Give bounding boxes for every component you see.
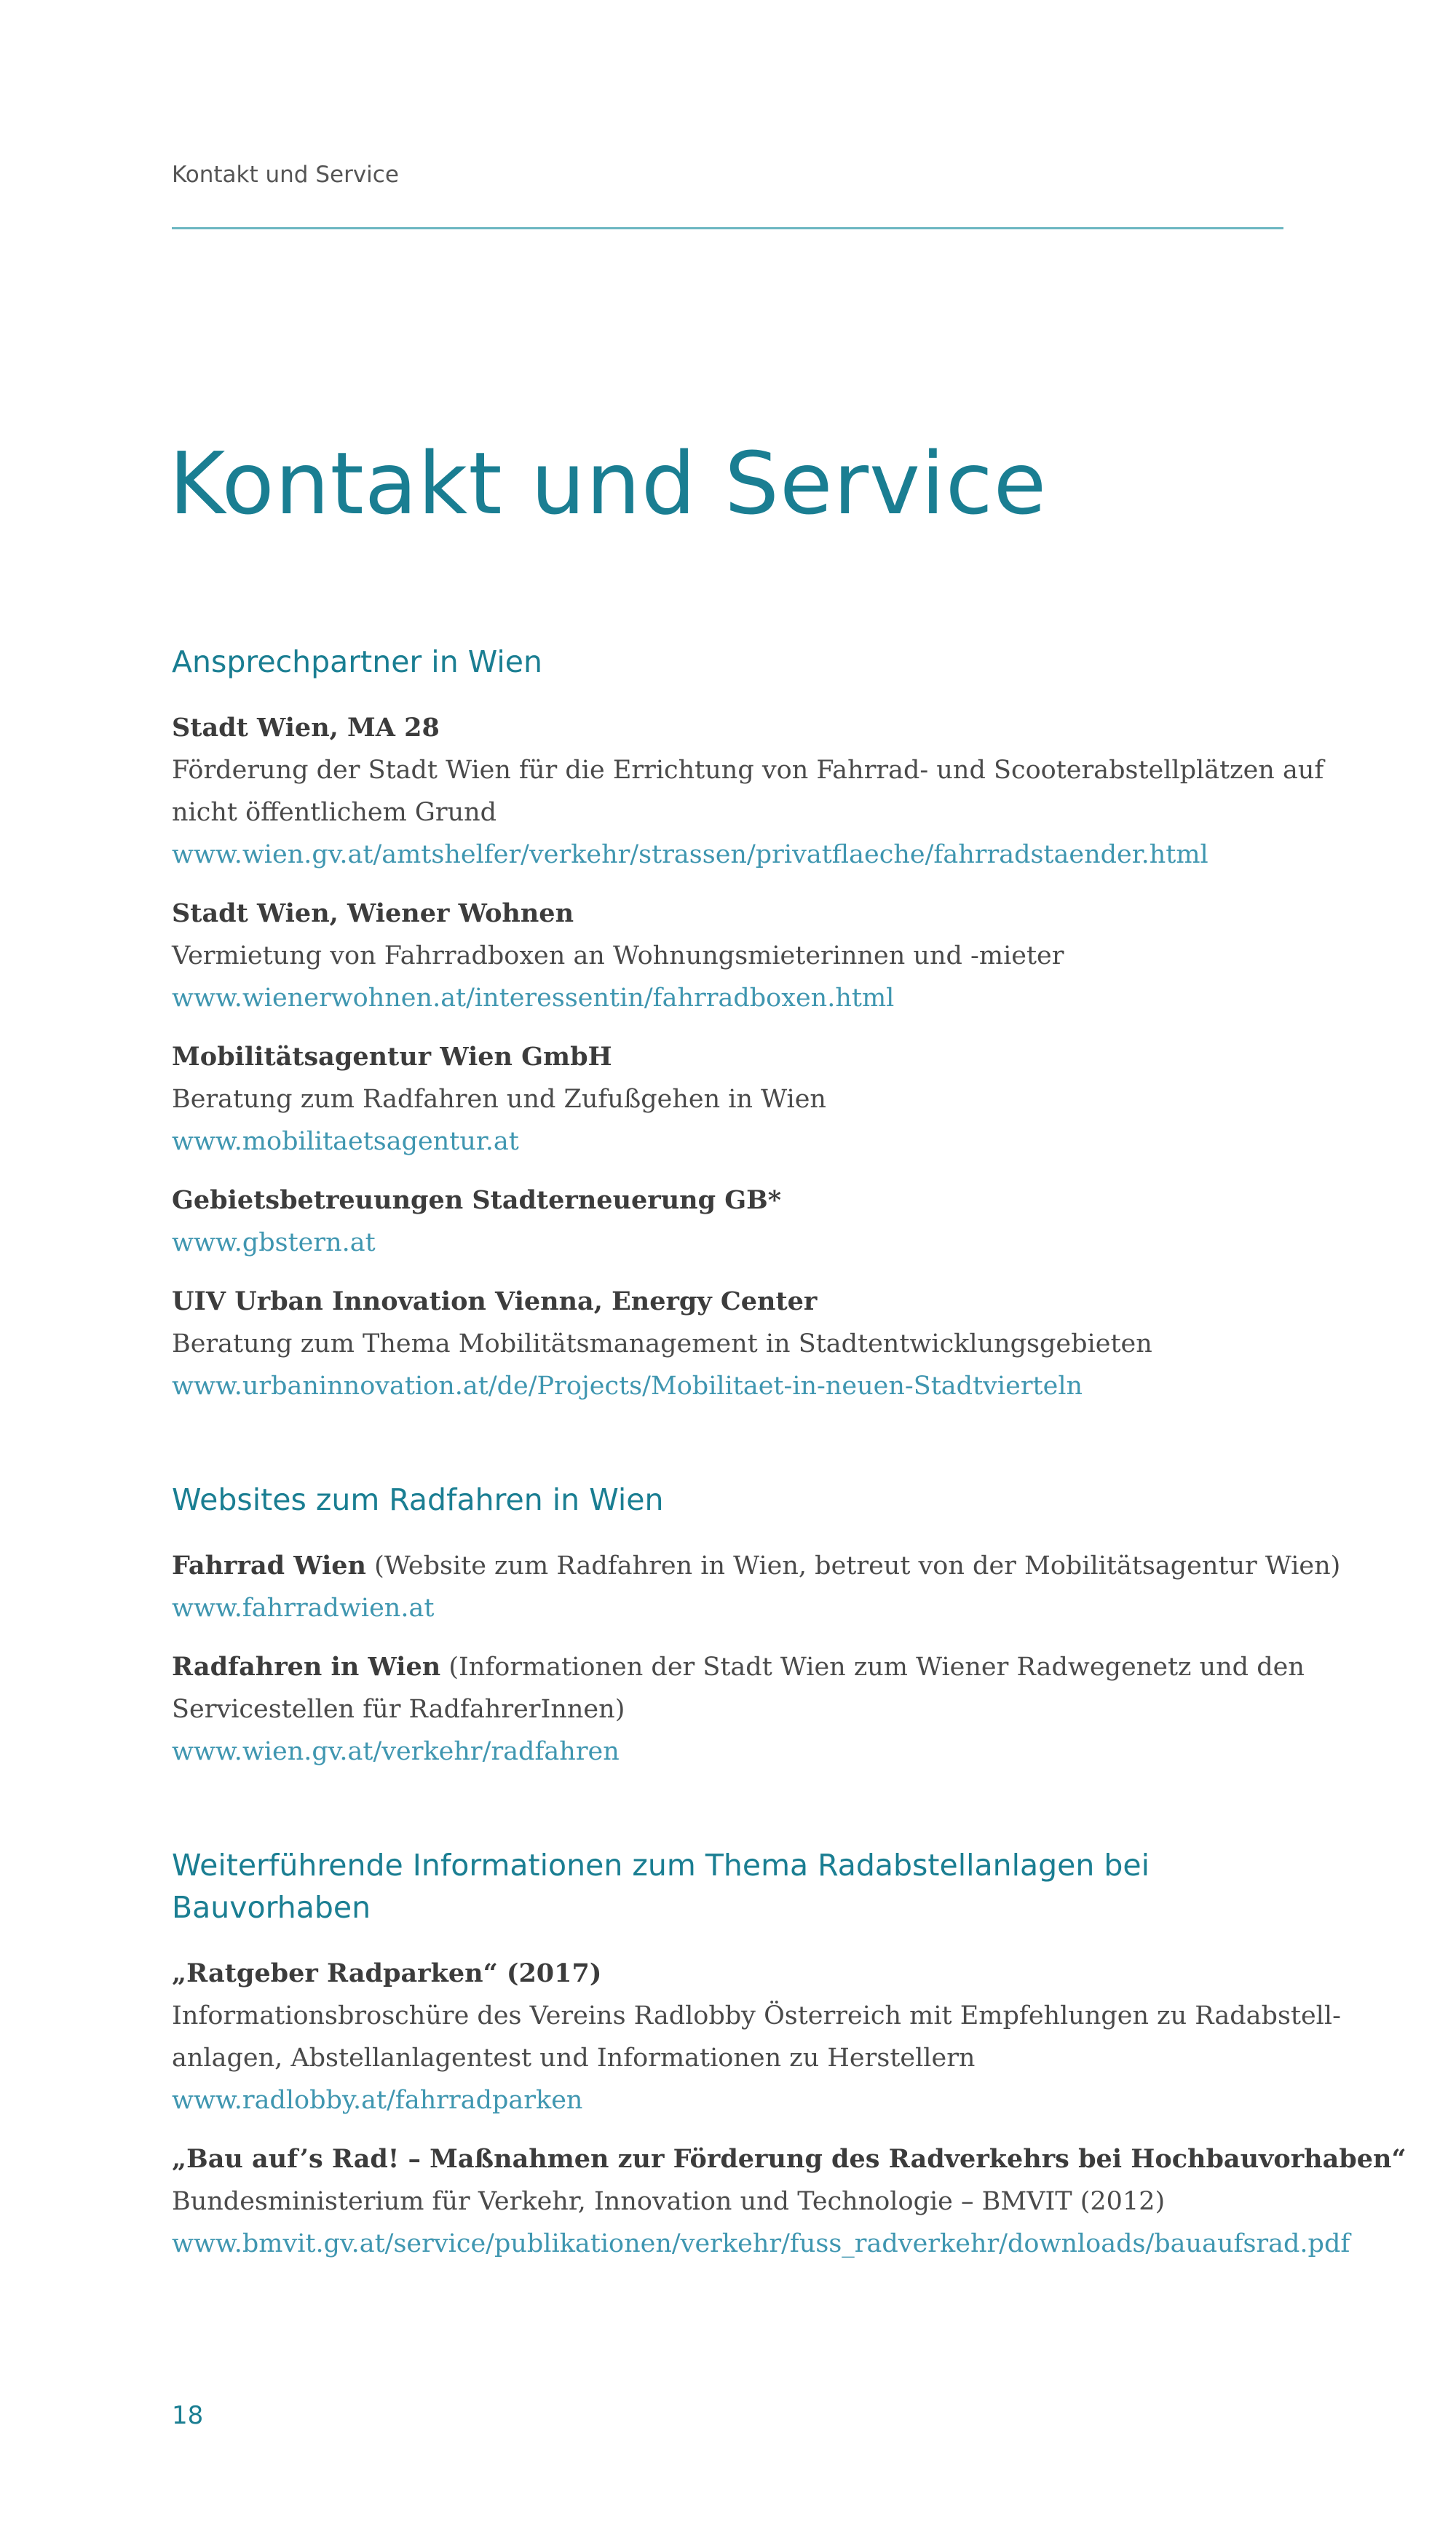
entry-link[interactable]: www.gbstern.at bbox=[172, 1228, 376, 1257]
section-heading-line: Bauvorhaben bbox=[172, 1890, 371, 1925]
entry-link[interactable]: www.mobilitaetsagentur.at bbox=[172, 1127, 519, 1156]
entry-link[interactable]: www.fahrradwien.at bbox=[172, 1594, 435, 1623]
entry-link[interactable]: www.wienerwohnen.at/interessentin/fahrradboxen.html bbox=[172, 984, 895, 1013]
entry-name: „Bau auf’s Rad! – Maßnahmen zur Förderung des Radverkehrs bei Hochbauvorhaben“ bbox=[172, 2144, 1406, 2174]
header-divider bbox=[172, 227, 1283, 229]
list-item bbox=[172, 1646, 1305, 1773]
section-heading-line: Weiterführende Informationen zum Thema Radabstellanlagen bei bbox=[172, 1848, 1150, 1883]
list-item bbox=[172, 707, 1324, 876]
section-heading: Ansprechpartner in Wien bbox=[172, 644, 542, 679]
main-content bbox=[172, 641, 1406, 2282]
entry-link[interactable]: www.wien.gv.at/verkehr/radfahren bbox=[172, 1737, 620, 1766]
section-websites bbox=[172, 1479, 1341, 1773]
entry-description: Förderung der Stadt Wien für die Errichtung von Fahrrad- und Scooterabstellplätzen auf bbox=[172, 756, 1324, 785]
list-item bbox=[172, 2138, 1406, 2265]
running-header: Kontakt und Service bbox=[172, 162, 399, 188]
page-title: Kontakt und Service bbox=[169, 433, 1048, 534]
entry-link[interactable]: www.bmvit.gv.at/service/publikationen/verkehr/fuss_radverkehr/downloads/bauaufsrad.pdf bbox=[172, 2229, 1350, 2258]
entry-name: Mobilitätsagentur Wien GmbH bbox=[172, 1042, 612, 1072]
section-contacts bbox=[172, 641, 1324, 1407]
list-item bbox=[172, 893, 1293, 1019]
list-item bbox=[172, 1545, 1341, 1629]
list-item bbox=[172, 1179, 1293, 1264]
entry-description: anlagen, Abstellanlagentest und Informationen zu Herstellern bbox=[172, 2044, 976, 2073]
entry-name: Radfahren in Wien bbox=[172, 1652, 441, 1682]
section-heading bbox=[172, 1844, 1293, 1929]
entry-note: (Informationen der Stadt Wien zum Wiener Radwegenetz und den bbox=[440, 1653, 1305, 1682]
entry-link[interactable]: www.radlobby.at/fahrradparken bbox=[172, 2086, 583, 2115]
entry-link[interactable]: www.wien.gv.at/amtshelfer/verkehr/strassen/privatflaeche/fahrradstaender.html bbox=[172, 840, 1208, 869]
entry-name: „Ratgeber Radparken“ (2017) bbox=[172, 1958, 602, 1988]
entry-name: Gebietsbetreuungen Stadterneuerung GB* bbox=[172, 1185, 782, 1215]
entry-description: nicht öffentlichem Grund bbox=[172, 798, 497, 827]
list-item bbox=[172, 1036, 1293, 1163]
entry-description: Servicestellen für RadfahrerInnen) bbox=[172, 1695, 625, 1724]
list-item bbox=[172, 1281, 1293, 1407]
entry-description: Bundesministerium für Verkehr, Innovation und Technologie – BMVIT (2012) bbox=[172, 2187, 1166, 2216]
section-heading: Websites zum Radfahren in Wien bbox=[172, 1482, 664, 1517]
entry-name: Stadt Wien, MA 28 bbox=[172, 713, 440, 743]
entry-link[interactable]: www.urbaninnovation.at/de/Projects/Mobilitaet-in-neuen-Stadtvierteln bbox=[172, 1372, 1083, 1401]
entry-name: Fahrrad Wien bbox=[172, 1551, 366, 1581]
entry-description: Beratung zum Radfahren und Zufußgehen in Wien bbox=[172, 1085, 826, 1114]
entry-name: UIV Urban Innovation Vienna, Energy Center bbox=[172, 1286, 818, 1316]
section-further-info bbox=[172, 1844, 1406, 2265]
entry-name: Stadt Wien, Wiener Wohnen bbox=[172, 898, 574, 928]
entry-note: (Website zum Radfahren in Wien, betreut von der Mobilitätsagentur Wien) bbox=[365, 1551, 1341, 1581]
list-item bbox=[172, 1953, 1341, 2121]
entry-description: Beratung zum Thema Mobilitätsmanagement in Stadtentwicklungsgebieten bbox=[172, 1329, 1152, 1358]
entry-description: Informationsbroschüre des Vereins Radlobby Österreich mit Empfehlungen zu Radabstell- bbox=[172, 2001, 1341, 2030]
entry-description: Vermietung von Fahrradboxen an Wohnungsmieterinnen und -mieter bbox=[172, 941, 1064, 970]
page-number: 18 bbox=[172, 2401, 204, 2430]
